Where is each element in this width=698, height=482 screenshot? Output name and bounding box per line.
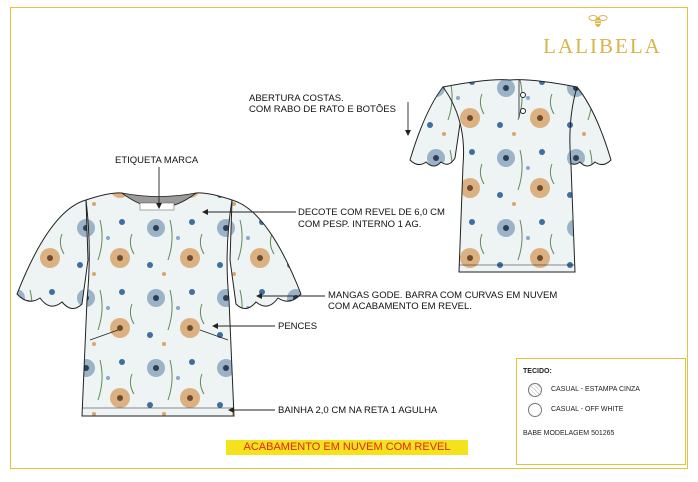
back-opening-note-line1: ABERTURA COSTAS. — [249, 93, 344, 104]
fabric-item-label: CASUAL - ESTAMPA CINZA — [551, 386, 640, 393]
back-button — [521, 109, 526, 114]
fabric-legend-title: TECIDO: — [523, 368, 552, 375]
front-body — [82, 193, 234, 416]
neckline-note-line2: COM PESP. INTERNO 1 AG. — [298, 219, 422, 230]
sleeves-note-line1: MANGAS GODE. BARRA COM CURVAS EM NUVEM — [328, 290, 558, 301]
front-left-sleeve — [17, 200, 88, 309]
front-view-flat — [17, 193, 301, 416]
hem-note: BAINHA 2,0 CM NA RETA 1 AGULHA — [278, 405, 438, 416]
front-right-sleeve — [230, 200, 301, 309]
brand-logo: LALIBELA — [543, 34, 662, 58]
fabric-legend — [516, 358, 686, 465]
darts-note: PENCES — [278, 321, 318, 332]
fabric-item-label: CASUAL - OFF WHITE — [551, 406, 624, 413]
label-tag-note: ETIQUETA MARCA — [115, 155, 199, 166]
back-button — [521, 93, 526, 98]
pattern-base-ref: BABE MODELAGEM 501265 — [523, 430, 615, 437]
back-body — [443, 80, 577, 272]
back-opening-note-line2: COM RABO DE RATO E BOTÕES — [249, 104, 396, 115]
plain-swatch-icon — [528, 403, 542, 417]
back-view-flat — [410, 80, 611, 272]
printed-swatch-icon — [528, 383, 542, 397]
finishing-banner: ACABAMENTO EM NUVEM COM REVEL — [226, 440, 468, 455]
sleeves-note-line2: COM ACABAMENTO EM REVEL. — [328, 301, 472, 312]
neckline-note-line1: DECOTE COM REVEL DE 6,0 CM — [298, 207, 445, 218]
